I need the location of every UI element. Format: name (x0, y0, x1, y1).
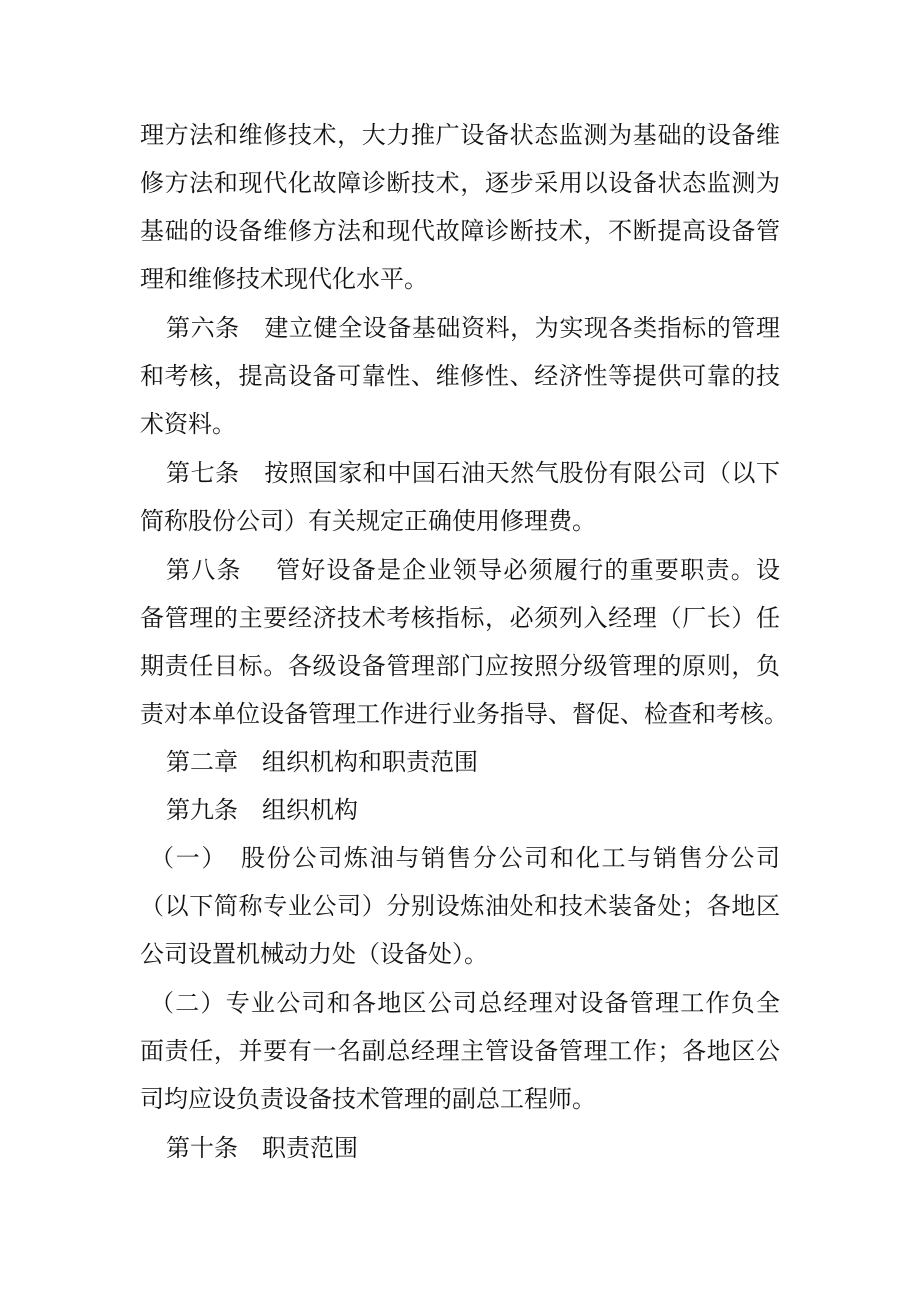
text-line: 面责任，并要有一名副总经理主管设备管理工作；各地区公 (140, 1037, 780, 1065)
article-heading-8: 第八条 管好设备是企业领导必须履行的重要职责。设 (166, 556, 780, 584)
text-line: 理和维修技术现代化水平。 (140, 265, 428, 293)
article-heading-9: 第九条 组织机构 (166, 796, 358, 824)
text-line: 公司设置机械动力处（设备处）。 (140, 940, 488, 968)
text-line: 司均应设负责设备技术管理的副总工程师。 (140, 1085, 596, 1113)
text-line: 术资料。 (140, 410, 236, 438)
text-line: 和考核，提高设备可靠性、维修性、经济性等提供可靠的技 (140, 362, 780, 390)
clause-2: （二）专业公司和各地区公司总经理对设备管理工作负全 (150, 989, 780, 1017)
text-line: 简称股份公司）有关规定正确使用修理费。 (140, 507, 596, 535)
article-heading-6: 第六条 建立健全设备基础资料，为实现各类指标的管理 (166, 314, 780, 342)
clause-1: （一） 股份公司炼油与销售分公司和化工与销售分公司 (150, 844, 780, 872)
article-heading-7: 第七条 按照国家和中国石油天然气股份有限公司（以下 (166, 459, 780, 487)
chapter-heading: 第二章 组织机构和职责范围 (166, 748, 478, 776)
text-line: 修方法和现代化故障诊断技术，逐步采用以设备状态监测为 (140, 169, 780, 197)
text-line: 基础的设备维修方法和现代故障诊断技术，不断提高设备管 (140, 217, 780, 245)
text-line: 责对本单位设备管理工作进行业务指导、督促、检查和考核。 (140, 700, 788, 728)
text-line: 理方法和维修技术，大力推广设备状态监测为基础的设备维 (140, 121, 780, 149)
text-line: 备管理的主要经济技术考核指标，必须列入经理（厂长）任 (140, 604, 780, 632)
text-line: 期责任目标。各级设备管理部门应按照分级管理的原则，负 (140, 652, 780, 680)
text-line: （以下简称专业公司）分别设炼油处和技术装备处；各地区 (140, 892, 780, 920)
article-heading-10: 第十条 职责范围 (166, 1134, 358, 1162)
